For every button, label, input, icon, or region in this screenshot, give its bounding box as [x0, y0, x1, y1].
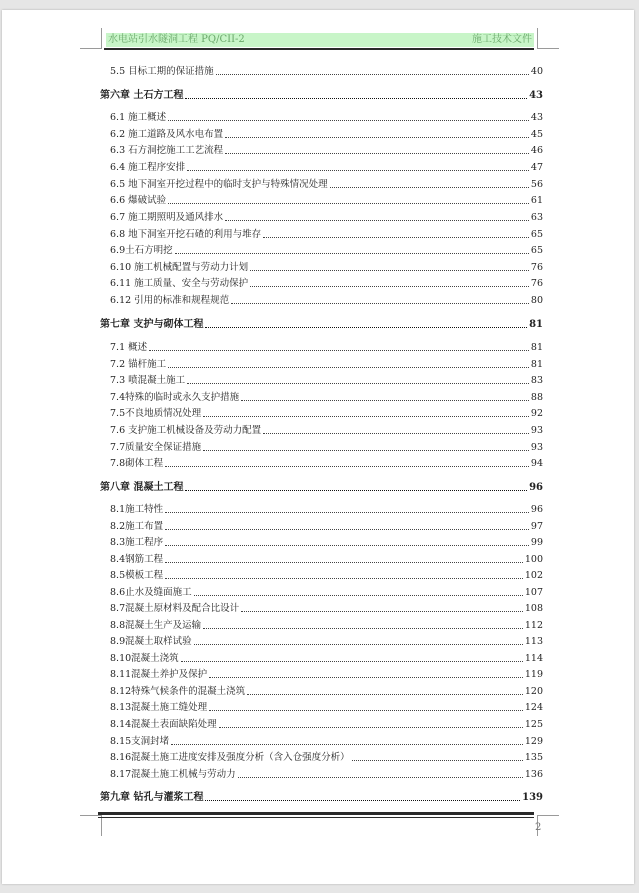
toc-entry-page: 120	[524, 686, 543, 697]
toc-section-entry[interactable]	[100, 767, 543, 781]
toc-entry-page: 107	[524, 587, 543, 598]
toc-entry-title: 6.7 施工期照明及通风排水	[110, 212, 224, 223]
dot-leader	[216, 73, 529, 75]
toc-entry-page: 61	[530, 195, 543, 206]
toc-entry-title: 5.5 目标工期的保证措施	[110, 66, 214, 77]
toc-section-entry[interactable]	[100, 568, 543, 582]
toc-section-entry[interactable]	[100, 519, 543, 533]
crop-mark	[101, 815, 102, 836]
toc-section-entry[interactable]	[100, 440, 543, 454]
toc-entry-page: 97	[530, 521, 543, 532]
dot-leader	[171, 743, 523, 745]
toc-section-entry[interactable]	[100, 651, 543, 665]
toc-entry-page: 56	[530, 179, 543, 190]
toc-section-entry[interactable]	[100, 634, 543, 648]
toc-entry-title: 6.6 爆破试验	[110, 195, 167, 206]
toc-entry-page: 92	[530, 408, 543, 419]
toc-section-entry[interactable]	[100, 423, 543, 437]
dot-leader	[263, 236, 529, 238]
toc-entry-page: 88	[530, 392, 543, 403]
toc-section-entry[interactable]	[100, 667, 543, 681]
toc-section-entry[interactable]	[100, 227, 543, 241]
dot-leader	[165, 465, 529, 467]
dot-leader	[168, 119, 529, 121]
toc-entry-page: 65	[530, 229, 543, 240]
toc-section-entry[interactable]	[100, 456, 543, 470]
toc-entry-page: 63	[530, 212, 543, 223]
toc-entry-title: 7.5不良地质情况处理	[110, 408, 202, 419]
toc-section-entry[interactable]	[100, 717, 543, 731]
toc-section-entry[interactable]	[100, 373, 543, 387]
dot-leader	[194, 594, 523, 596]
toc-chapter-entry[interactable]	[100, 790, 543, 804]
dot-leader	[225, 219, 529, 221]
dot-leader	[250, 285, 529, 287]
toc-entry-title: 8.6止水及缝面施工	[110, 587, 192, 598]
dot-leader	[165, 528, 529, 530]
toc-entry-title: 7.8砌体工程	[110, 458, 164, 469]
toc-entry-title: 6.4 施工程序安排	[110, 162, 186, 173]
toc-entry-title: 8.10混凝土浇筑	[110, 653, 179, 664]
toc-entry-title: 第九章 钻孔与灌浆工程	[100, 792, 204, 803]
toc-entry-page: 112	[524, 620, 543, 631]
toc-entry-title: 8.12特殊气候条件的混凝土浇筑	[110, 686, 246, 697]
toc-section-entry[interactable]	[100, 535, 543, 549]
dot-leader	[209, 709, 523, 711]
toc-entry-title: 8.11混凝土养护及保护	[110, 669, 208, 680]
toc-entry-page: 40	[530, 66, 543, 77]
toc-entry-page: 125	[524, 719, 543, 730]
toc-section-entry[interactable]	[100, 260, 543, 274]
dot-leader	[241, 610, 523, 612]
toc-entry-page: 46	[530, 145, 543, 156]
toc-entry-title: 8.17混凝土施工机械与劳动力	[110, 769, 236, 780]
dot-leader	[250, 269, 529, 271]
toc-entry-title: 8.1施工特性	[110, 504, 164, 515]
toc-section-entry[interactable]	[100, 357, 543, 371]
toc-entry-page: 80	[530, 295, 543, 306]
toc-entry-page: 81	[529, 319, 543, 330]
toc-section-entry[interactable]	[100, 585, 543, 599]
toc-chapter-entry[interactable]	[100, 317, 543, 331]
dot-leader	[238, 776, 523, 778]
toc-entry-title: 8.9混凝土取样试验	[110, 636, 192, 647]
toc-section-entry[interactable]	[100, 340, 543, 354]
toc-entry-title: 6.2 施工道路及风水电布置	[110, 129, 224, 140]
toc-entry-title: 第八章 混凝土工程	[100, 482, 184, 493]
toc-entry-title: 7.7质量安全保证措施	[110, 442, 202, 453]
toc-chapter-entry[interactable]	[100, 480, 543, 494]
dot-leader	[187, 169, 529, 171]
page-number: 2	[535, 822, 542, 833]
toc-entry-page: 113	[524, 636, 543, 647]
toc-entry-page: 129	[524, 736, 543, 747]
toc-section-entry[interactable]	[100, 684, 543, 698]
toc-entry-title: 8.4钢筋工程	[110, 554, 164, 565]
dot-leader	[165, 511, 529, 513]
toc-entry-page: 93	[530, 425, 543, 436]
footer-rule-thick	[98, 812, 534, 815]
toc-entry-page: 93	[530, 442, 543, 453]
dot-leader	[241, 399, 529, 401]
toc-entry-page: 96	[529, 482, 543, 493]
crop-mark	[537, 28, 538, 49]
toc-entry-page: 43	[530, 112, 543, 123]
toc-section-entry[interactable]	[100, 193, 543, 207]
toc-entry-title: 6.5 地下洞室开挖过程中的临时支护与特殊情况处理	[110, 179, 328, 190]
toc-section-entry[interactable]	[100, 110, 543, 124]
toc-section-entry[interactable]	[100, 210, 543, 224]
crop-mark	[537, 48, 559, 49]
toc-section-entry[interactable]	[100, 601, 543, 615]
crop-mark	[537, 815, 559, 816]
toc-section-entry[interactable]	[100, 750, 543, 764]
crop-mark	[80, 48, 102, 49]
toc-entry-title: 7.2 锚杆施工	[110, 359, 167, 370]
toc-section-entry[interactable]	[100, 734, 543, 748]
toc-entry-page: 47	[530, 162, 543, 173]
toc-entry-title: 第七章 支护与砌体工程	[100, 319, 204, 330]
toc-entry-page: 136	[524, 769, 543, 780]
toc-entry-title: 6.11 施工质量、安全与劳动保护	[110, 278, 249, 289]
toc-entry-title: 8.13混凝土施工缝处理	[110, 702, 208, 713]
toc-entry-page: 102	[524, 570, 543, 581]
dot-leader	[330, 186, 529, 188]
toc-entry-title: 6.9土石方明挖	[110, 245, 173, 256]
toc-entry-page: 76	[530, 278, 543, 289]
toc-section-entry[interactable]	[100, 64, 543, 78]
toc-entry-page: 81	[530, 342, 543, 353]
toc-entry-title: 8.7混凝土原材料及配合比设计	[110, 603, 240, 614]
dot-leader	[165, 561, 523, 563]
dot-leader	[168, 202, 529, 204]
toc-entry-page: 94	[530, 458, 543, 469]
toc-entry-title: 6.1 施工概述	[110, 112, 167, 123]
dot-leader	[149, 349, 529, 351]
toc-entry-title: 8.5模板工程	[110, 570, 164, 581]
toc-section-entry[interactable]	[100, 618, 543, 632]
toc-entry-title: 7.6 支护施工机械设备及劳动力配置	[110, 425, 262, 436]
toc-entry-page: 124	[524, 702, 543, 713]
dot-leader	[247, 693, 523, 695]
dot-leader	[203, 415, 529, 417]
dot-leader	[181, 660, 523, 662]
dot-leader	[165, 544, 529, 546]
toc-entry-title: 8.3施工程序	[110, 537, 164, 548]
dot-leader	[185, 489, 527, 491]
toc-entry-title: 6.3 石方洞挖施工工艺流程	[110, 145, 224, 156]
toc-entry-page: 43	[529, 90, 543, 101]
dot-leader	[263, 432, 529, 434]
toc-entry-title: 8.8混凝土生产及运输	[110, 620, 202, 631]
toc-section-entry[interactable]	[100, 243, 543, 257]
toc-section-entry[interactable]	[100, 143, 543, 157]
dot-leader	[194, 643, 523, 645]
toc-entry-page: 119	[524, 669, 543, 680]
toc-entry-page: 65	[530, 245, 543, 256]
dot-leader	[209, 676, 523, 678]
toc-entry-page: 99	[530, 537, 543, 548]
header-doc-type: 施工技术文件	[472, 34, 532, 45]
toc-entry-page: 100	[524, 554, 543, 565]
toc-section-entry[interactable]	[100, 177, 543, 191]
crop-mark	[80, 815, 102, 816]
dot-leader	[187, 382, 529, 384]
crop-mark	[101, 28, 102, 49]
toc-entry-page: 45	[530, 129, 543, 140]
toc-entry-page: 83	[530, 375, 543, 386]
toc-entry-page: 135	[524, 752, 543, 763]
toc-entry-title: 8.2施工布置	[110, 521, 164, 532]
toc-section-entry[interactable]	[100, 390, 543, 404]
toc-entry-title: 8.14混凝土表面缺陷处理	[110, 719, 217, 730]
dot-leader	[203, 449, 529, 451]
toc-entry-page: 81	[530, 359, 543, 370]
toc-section-entry[interactable]	[100, 293, 543, 307]
dot-leader	[225, 136, 529, 138]
dot-leader	[219, 726, 523, 728]
toc-entry-page: 114	[524, 653, 543, 664]
footer-rule-thin	[98, 817, 534, 818]
dot-leader	[185, 97, 527, 99]
toc-entry-page: 76	[530, 262, 543, 273]
toc-entry-title: 6.12 引用的标准和规程规范	[110, 295, 230, 306]
toc-section-entry[interactable]	[100, 502, 543, 516]
toc-section-entry[interactable]	[100, 127, 543, 141]
toc-section-entry[interactable]	[100, 552, 543, 566]
dot-leader	[175, 252, 529, 254]
toc-chapter-entry[interactable]	[100, 88, 543, 102]
dot-leader	[165, 577, 523, 579]
dot-leader	[168, 366, 529, 368]
toc-entry-page: 139	[522, 792, 543, 803]
header-title: 水电站引水隧洞工程 PQ/CII-2	[108, 34, 245, 45]
toc-section-entry[interactable]	[100, 276, 543, 290]
dot-leader	[203, 627, 523, 629]
toc-entry-title: 第六章 土石方工程	[100, 90, 184, 101]
toc-entry-title: 7.1 概述	[110, 342, 148, 353]
toc-entry-page: 108	[524, 603, 543, 614]
dot-leader	[225, 152, 529, 154]
toc-section-entry[interactable]	[100, 406, 543, 420]
toc-entry-title: 8.16混凝土施工进度安排及强度分析（含入仓强度分析）	[110, 752, 350, 763]
toc-entry-title: 7.3 喷混凝土施工	[110, 375, 186, 386]
dot-leader	[205, 326, 527, 328]
dot-leader	[205, 799, 520, 801]
header-rule	[104, 48, 534, 50]
toc-entry-title: 8.15支洞封堵	[110, 736, 170, 747]
toc-section-entry[interactable]	[100, 160, 543, 174]
toc-entry-page: 96	[530, 504, 543, 515]
dot-leader	[352, 759, 523, 761]
toc-section-entry[interactable]	[100, 700, 543, 714]
dot-leader	[231, 302, 529, 304]
toc-entry-title: 6.8 地下洞室开挖石碴的利用与堆存	[110, 229, 262, 240]
toc-entry-title: 7.4特殊的临时或永久支护措施	[110, 392, 240, 403]
toc-entry-title: 6.10 施工机械配置与劳动力计划	[110, 262, 249, 273]
